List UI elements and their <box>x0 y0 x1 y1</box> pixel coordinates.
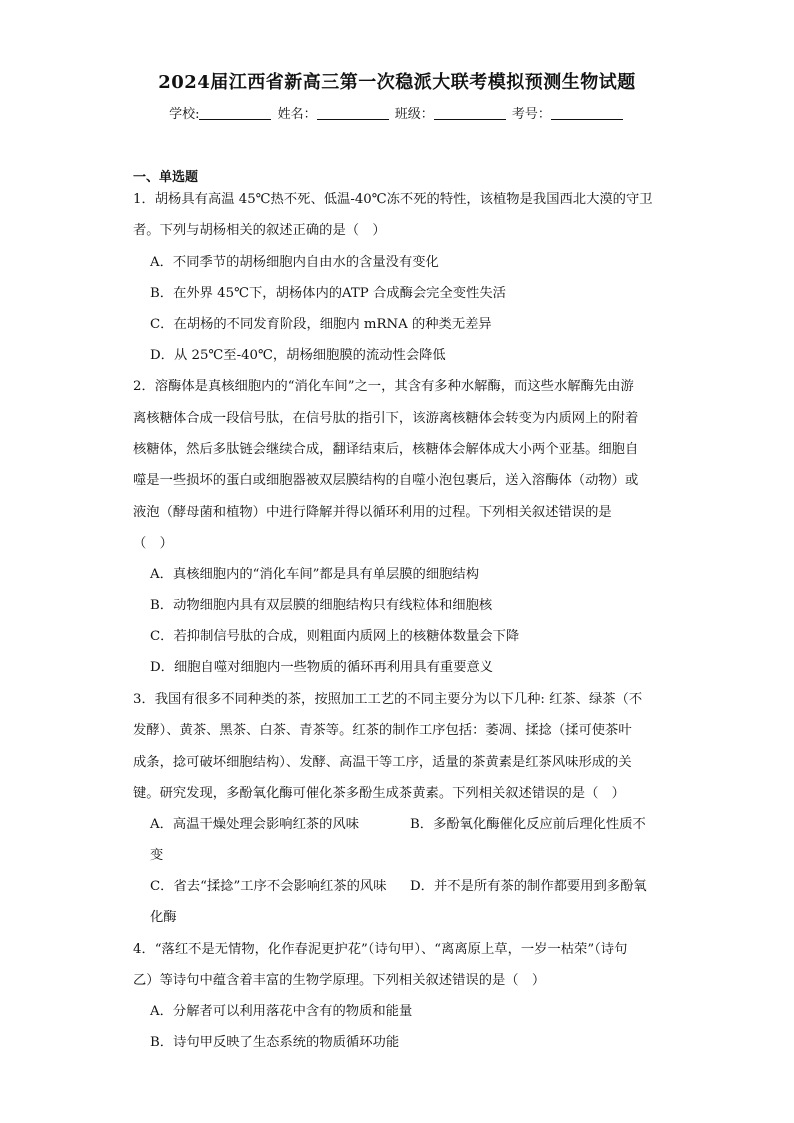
question-3-line-1: 3．我国有很多不同种类的茶，按照加工工艺的不同主要分为以下几种: 红茶、绿茶（不 <box>133 692 643 707</box>
exam-title: 2024届江西省新高三第一次稳派大联考模拟预测生物试题 <box>158 72 636 93</box>
question-4-line-1: 4．“落红不是无情物，化作春泥更护花”（诗句甲）、“离离原上草，一岁一枯荣”（诗句 <box>133 942 628 957</box>
question-3-option-b-continued: 变 <box>150 848 164 863</box>
question-2-option-d: D．细胞自噬对细胞内一些物质的循环再利用具有重要意义 <box>150 660 494 675</box>
question-3-option-d: D．并不是所有茶的制作都要用到多酚氧 <box>410 879 647 894</box>
exam-number-blank[interactable] <box>551 106 623 120</box>
school-blank[interactable] <box>199 106 271 120</box>
section-heading: 一、单选题 <box>133 170 199 185</box>
question-2-option-b: B．动物细胞内具有双层膜的细胞结构只有线粒体和细胞核 <box>150 598 493 613</box>
question-2-line-1: 2．溶酶体是真核细胞内的“消化车间”之一，其含有多种水解酶，而这些水解酶先由游 <box>133 379 634 394</box>
question-2-line-6: （ ） <box>133 536 173 551</box>
question-2-line-5: 液泡（酵母菌和植物）中进行降解并得以循环利用的过程。下列相关叙述错误的是 <box>133 505 612 520</box>
question-1-line-1: 1．胡杨具有高温 45℃热不死、低温-40℃冻不死的特性，该植物是我国西北大漠的守卫 <box>133 192 653 207</box>
name-label: 姓名： <box>277 107 317 122</box>
question-2-line-3: 核糖体，然后多肽链会继续合成，翻译结束后，核糖体会解体成大小两个亚基。细胞自 <box>133 442 639 457</box>
question-3-line-2: 发酵）、黄茶、黑茶、白茶、青茶等。红茶的制作工序包括：萎凋、揉捻（揉可使茶叶 <box>133 723 632 738</box>
question-3-option-b: B．多酚氧化酶催化反应前后理化性质不 <box>410 817 646 832</box>
question-4-line-2: 乙）等诗句中蕴含着丰富的生物学原理。下列相关叙述错误的是（ ） <box>133 973 546 988</box>
question-2-option-c: C．若抑制信号肽的合成，则粗面内质网上的核糖体数量会下降 <box>150 629 520 644</box>
exam-number-label: 考号： <box>511 107 551 122</box>
question-4-option-b: B．诗句甲反映了生态系统的物质循环功能 <box>150 1035 400 1050</box>
class-blank[interactable] <box>434 106 506 120</box>
school-label: 学校: <box>169 107 200 122</box>
question-3-option-d-continued: 化酶 <box>150 910 177 925</box>
student-info-line <box>0 103 794 122</box>
question-1-option-b: B．在外界 45℃下，胡杨体内的ATP 合成酶会完全变性失活 <box>150 286 506 301</box>
question-1-line-2: 者。下列与胡杨相关的叙述正确的是（ ） <box>133 223 386 238</box>
question-2-line-2: 离核糖体合成一段信号肽，在信号肽的指引下，该游离核糖体会转变为内质网上的附着 <box>133 411 639 426</box>
question-2-option-a: A．真核细胞内的“消化车间”都是具有单层膜的细胞结构 <box>150 567 480 582</box>
question-2-line-4: 噬是一些损坏的蛋白或细胞器被双层膜结构的自噬小泡包裹后，送入溶酶体（动物）或 <box>133 473 639 488</box>
question-3-option-a: A．高温干燥处理会影响红茶的风味 <box>150 817 360 832</box>
name-blank[interactable] <box>317 106 389 120</box>
question-3-line-4: 键。研究发现，多酚氧化酶可催化茶多酚生成茶黄素。下列相关叙述错误的是（ ） <box>133 786 625 801</box>
question-1-option-d: D．从 25℃至-40℃，胡杨细胞膜的流动性会降低 <box>150 348 446 363</box>
question-1-option-a: A．不同季节的胡杨细胞内自由水的含量没有变化 <box>150 255 439 270</box>
question-4-option-a: A．分解者可以利用落花中含有的物质和能量 <box>150 1004 413 1019</box>
class-label: 班级： <box>394 107 434 122</box>
question-3-line-3: 成条，捻可破坏细胞结构）、发酵、高温干等工序，适量的茶黄素是红茶风味形成的关 <box>133 755 632 770</box>
question-1-option-c: C．在胡杨的不同发育阶段，细胞内 mRNA 的种类无差异 <box>150 317 492 332</box>
question-3-option-c: C．省去“揉捻”工序不会影响红茶的风味 <box>150 879 387 894</box>
